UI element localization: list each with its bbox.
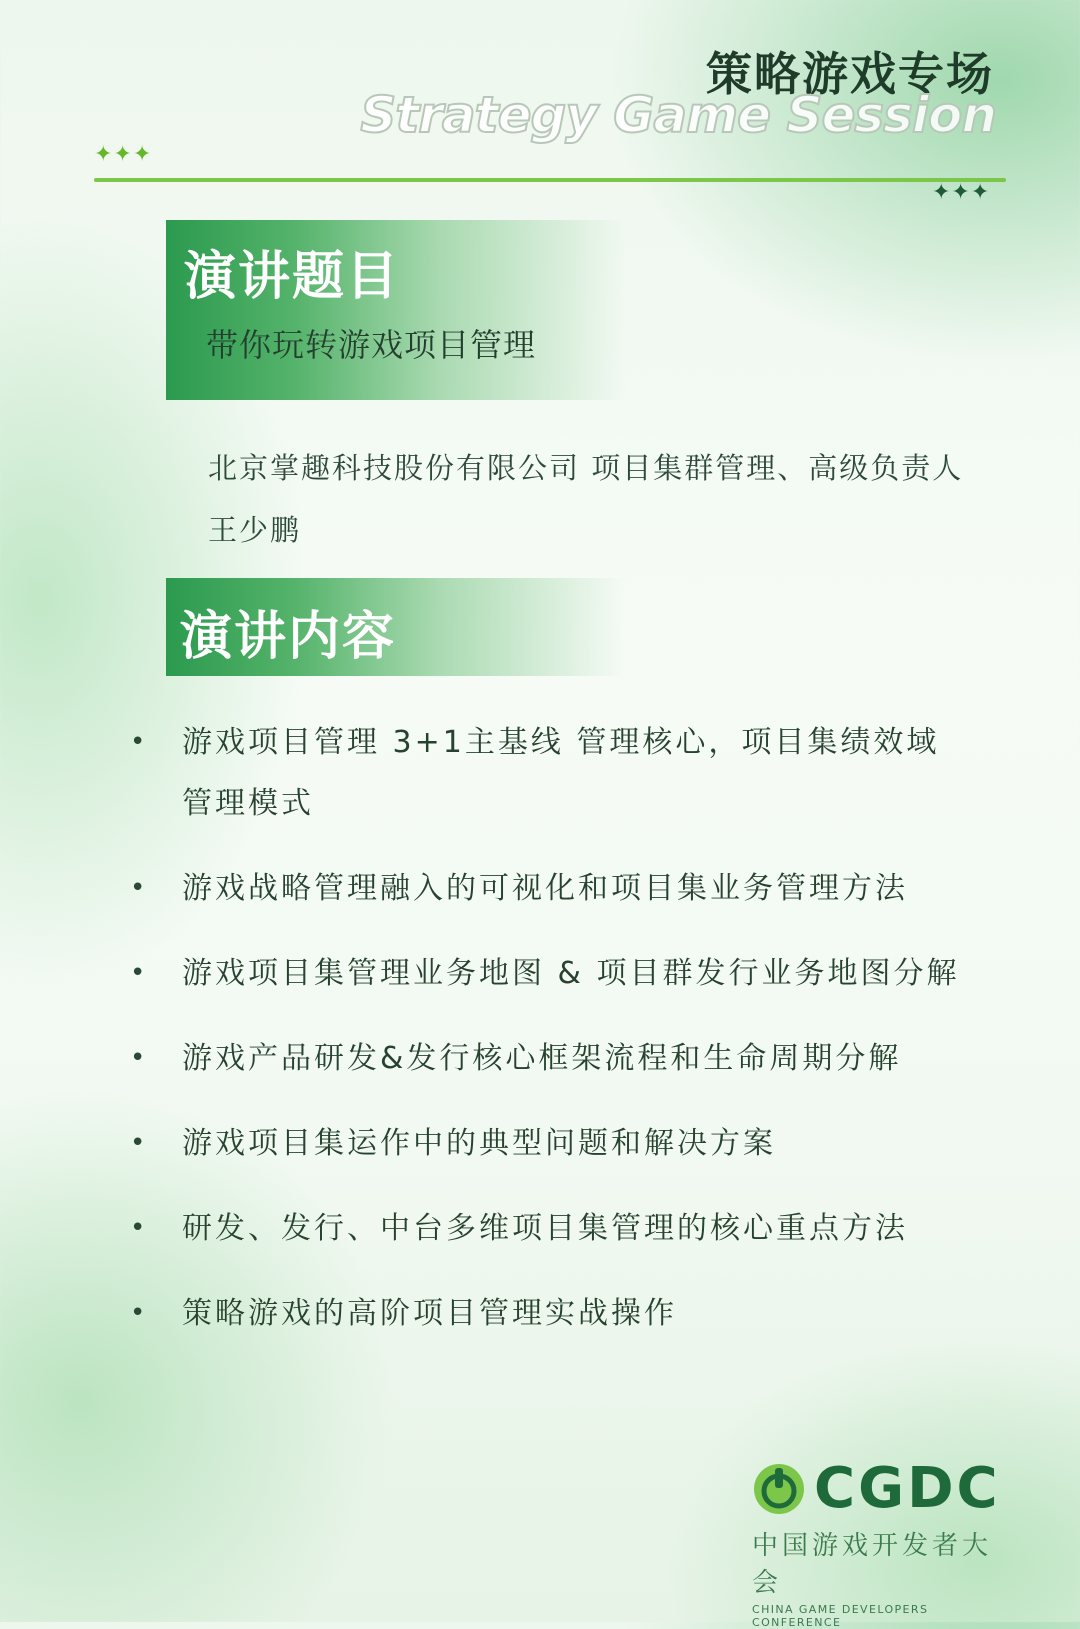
bullet-icon: •: [130, 1298, 149, 1328]
talk-title-label: 演讲题目: [184, 247, 401, 307]
bullet-icon: •: [130, 958, 149, 988]
decorative-stars-left: ✦✦✦: [94, 142, 153, 167]
content-item-text: 游戏项目集管理业务地图 & 项目群发行业务地图分解: [182, 956, 960, 991]
speaker-name: 王少鹏: [208, 513, 302, 547]
logo-chinese-name: 中国游戏开发者大会: [752, 1531, 993, 1598]
power-button-icon: [752, 1462, 806, 1516]
bullet-icon: •: [130, 873, 149, 903]
talk-title: 带你玩转游戏项目管理: [206, 326, 537, 364]
session-title: 策略游戏专场: [706, 47, 994, 101]
content-item-text: 游戏战略管理融入的可视化和项目集业务管理方法: [182, 871, 908, 906]
cgdc-logo: [752, 1456, 1002, 1629]
content-label: 演讲内容: [180, 607, 397, 667]
content-item-text: 游戏产品研发&发行核心框架流程和生命周期分解: [182, 1041, 902, 1076]
bullet-icon: •: [130, 1043, 149, 1073]
content-item-text: 研发、发行、中台多维项目集管理的核心重点方法: [182, 1211, 908, 1246]
content-list-item: [128, 858, 968, 919]
content-list-item: [128, 1028, 968, 1089]
content-banner: [166, 578, 626, 676]
logo-wordmark: CGDC: [814, 1456, 1001, 1521]
session-subtitle: Strategy Game Session: [360, 86, 996, 144]
content-list: [128, 712, 968, 1344]
bullet-icon: •: [130, 1128, 149, 1158]
content-list-item: [128, 1283, 968, 1344]
content-item-text: 游戏项目集运作中的典型问题和解决方案: [182, 1126, 776, 1161]
decorative-stars-right: ✦✦✦: [932, 180, 991, 205]
content-list-item: [128, 712, 968, 834]
header-divider: [94, 178, 1006, 182]
content-list-item: [128, 1113, 968, 1174]
speaker-company-role: 北京掌趣科技股份有限公司 项目集群管理、高级负责人: [208, 451, 964, 485]
content-item-text: 游戏项目管理 3+1主基线 管理核心，项目集绩效域管理模式: [182, 725, 940, 821]
logo-english-name: CHINA GAME DEVELOPERS CONFERENCE: [752, 1603, 929, 1629]
bullet-icon: •: [130, 727, 149, 757]
talk-title-banner: [166, 220, 626, 400]
content-list-item: [128, 1198, 968, 1259]
bullet-icon: •: [130, 1213, 149, 1243]
content-item-text: 策略游戏的高阶项目管理实战操作: [182, 1296, 677, 1331]
content-list-item: [128, 943, 968, 1004]
